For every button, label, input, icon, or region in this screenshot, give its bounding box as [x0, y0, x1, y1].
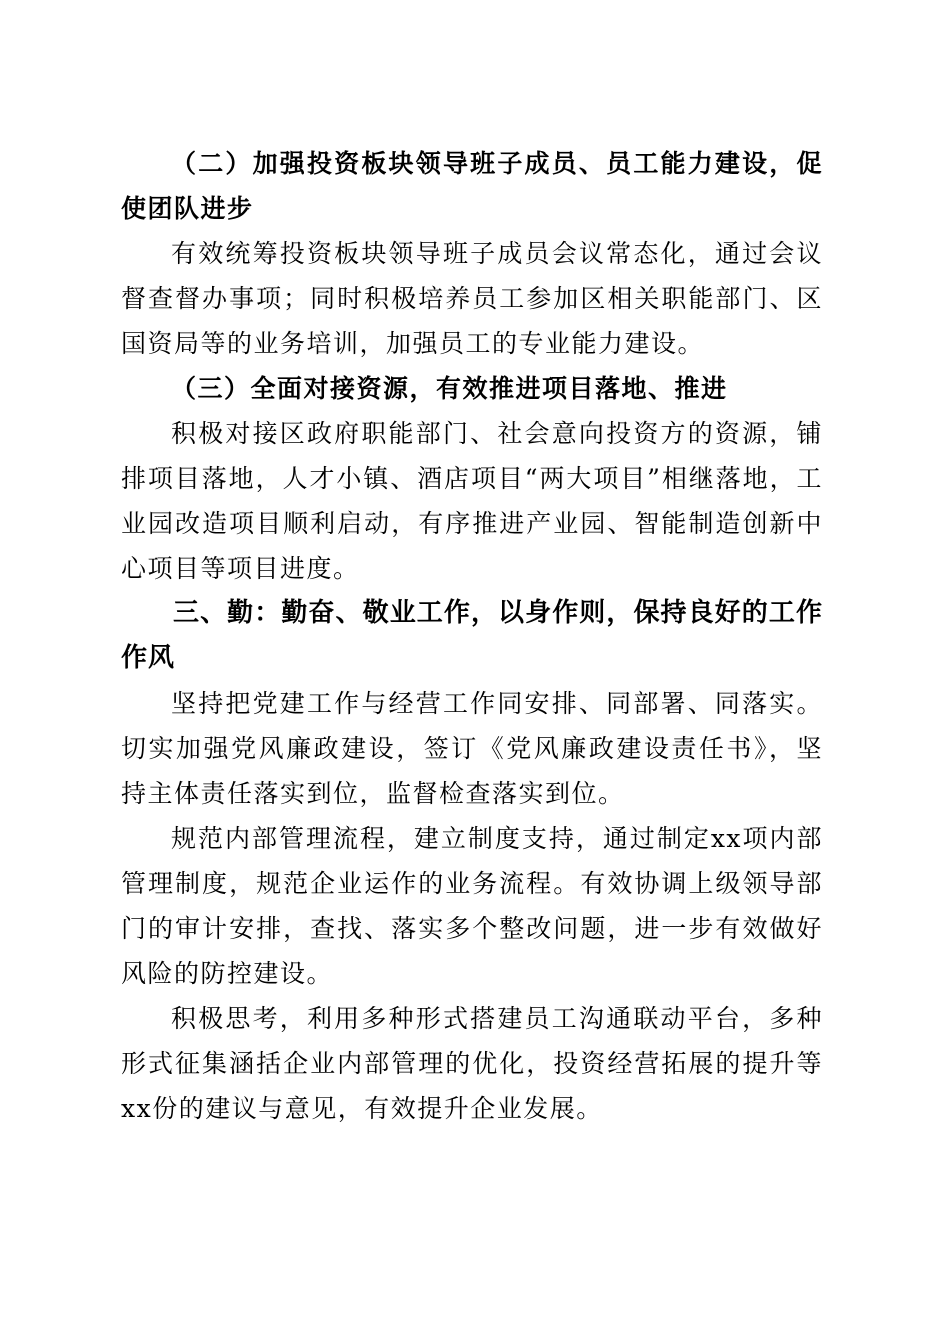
chapter-heading-three: 三、勤：勤奋、敬业工作，以身作则，保持良好的工作作风	[121, 598, 823, 673]
paragraph: 有效统筹投资板块领导班子成员会议常态化，通过会议督查督办事项；同时积极培养员工参加区相关职能部门、区国资局等的业务培训，加强员工的专业能力建设。	[121, 239, 823, 358]
document-body	[121, 141, 823, 1131]
paragraph: 积极对接区政府职能部门、社会意向投资方的资源，铺排项目落地，人才小镇、酒店项目“两大项目”相继落地，工业园改造项目顺利启动，有序推进产业园、智能制造创新中心项目等项目进度。	[121, 419, 823, 583]
paragraph: 坚持把党建工作与经营工作同安排、同部署、同落实。切实加强党风廉政建设，签订《党风廉政建设责任书》，坚持主体责任落实到位，监督检查落实到位。	[121, 689, 823, 808]
section-heading-2: （二）加强投资板块领导班子成员、员工能力建设，促使团队进步	[121, 149, 823, 223]
section-heading-3: （三）全面对接资源，有效推进项目落地、推进	[171, 374, 728, 403]
paragraph: 积极思考，利用多种形式搭建员工沟通联动平台，多种形式征集涵括企业内部管理的优化，投资经营拓展的提升等xx份的建议与意见，有效提升企业发展。	[121, 1004, 823, 1123]
paragraph: 规范内部管理流程，建立制度支持，通过制定xx项内部管理制度，规范企业运作的业务流程。有效协调上级领导部门的审计安排，查找、落实多个整改问题，进一步有效做好风险的防控建设。	[121, 824, 823, 988]
